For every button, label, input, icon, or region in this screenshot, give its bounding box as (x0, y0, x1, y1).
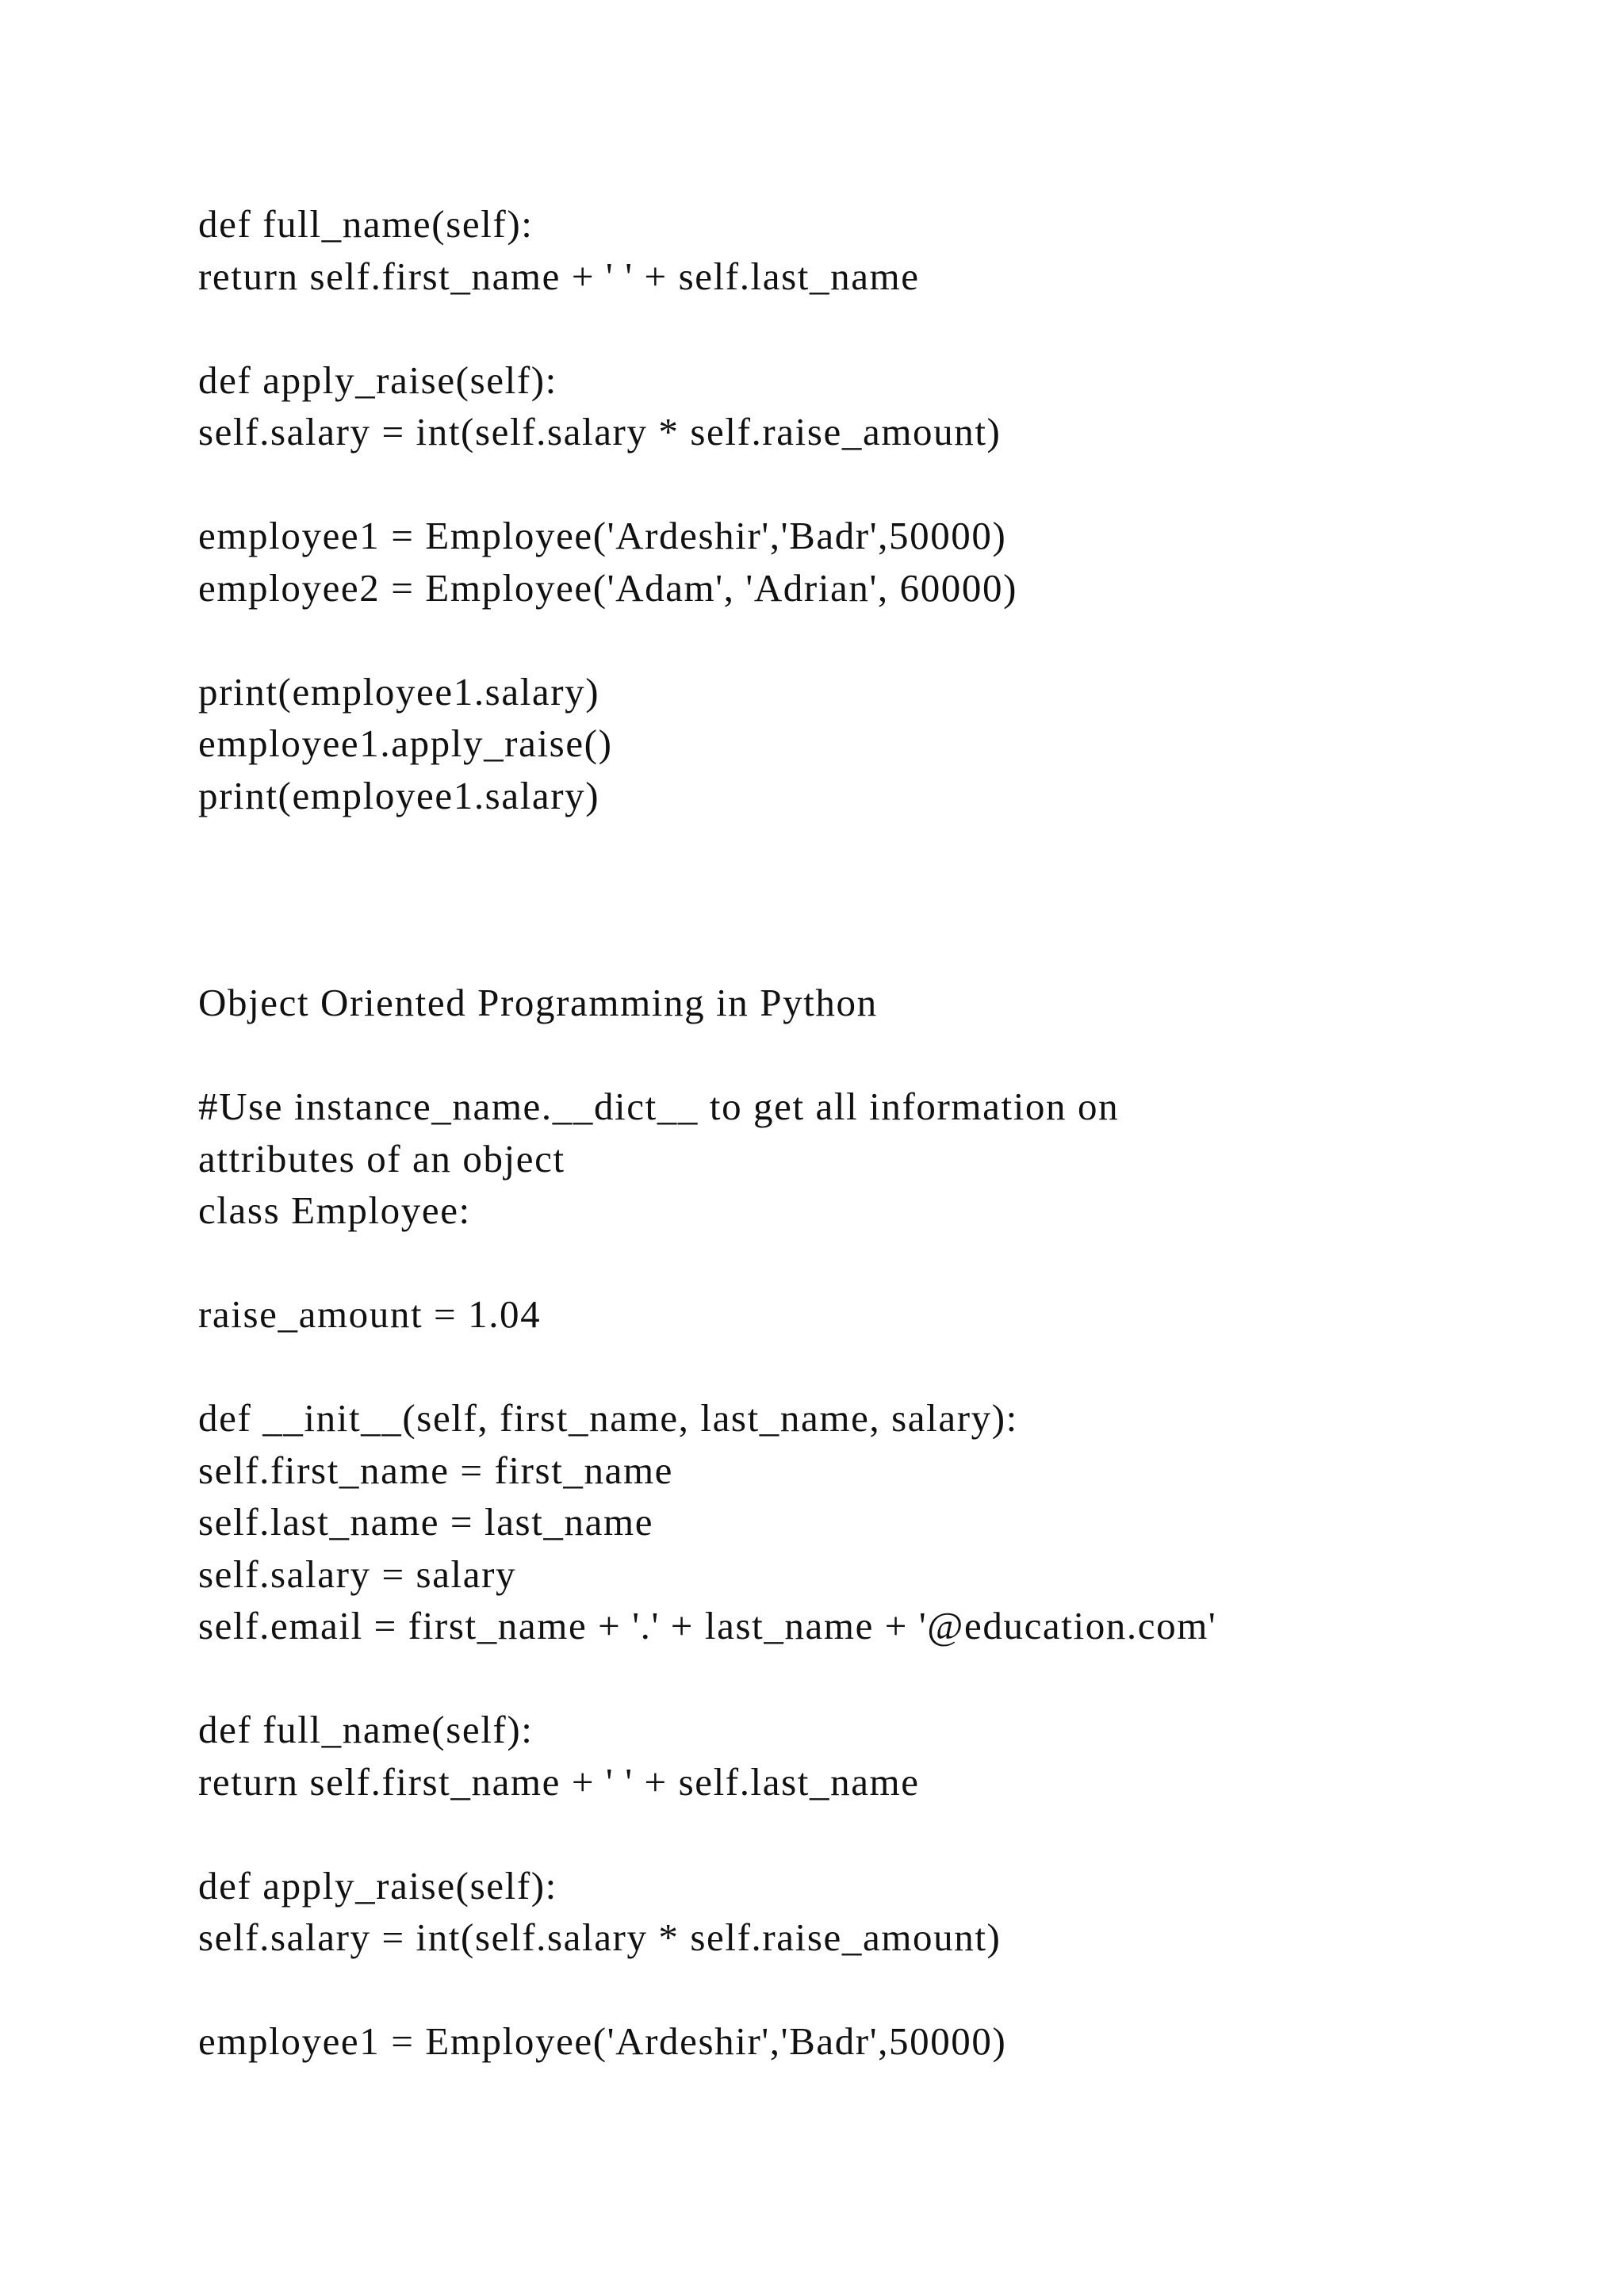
code-line-print-salary: print(employee1.salary) (198, 773, 600, 817)
blank-line (198, 1237, 1467, 1289)
code-line-return-full-name: return self.first_name + ' ' + self.last_name (198, 1759, 920, 1804)
blank-line (198, 458, 1467, 511)
code-line-set-salary: self.salary = int(self.salary * self.raise_amount) (198, 410, 1002, 453)
blank-line (198, 1652, 1467, 1705)
code-line-set-salary: self.salary = int(self.salary * self.raise_amount) (198, 1915, 1002, 1959)
comment-line: #Use instance_name.__dict__ to get all information on (198, 1085, 1120, 1128)
code-line-def-apply-raise: def apply_raise(self): (198, 358, 557, 402)
code-line-employee1: employee1 = Employee('Ardeshir','Badr',50000) (198, 514, 1007, 557)
section-gap (198, 821, 1467, 977)
code-line-raise-amount: raise_amount = 1.04 (198, 1292, 542, 1336)
blank-line (198, 1808, 1467, 1860)
code-line-print-salary: print(employee1.salary) (198, 669, 600, 714)
code-line-def-full-name: def full_name(self): (198, 1708, 534, 1751)
code-line-apply-raise-call: employee1.apply_raise() (198, 721, 613, 765)
blank-line (198, 1029, 1467, 1081)
blank-line (198, 1964, 1467, 2016)
code-line-set-last-name: self.last_name = last_name (198, 1500, 654, 1544)
section-title: Object Oriented Programming in Python (198, 981, 878, 1024)
comment-line-continued: attributes of an object (198, 1136, 565, 1181)
blank-line (198, 614, 1467, 666)
code-line-employee1: employee1 = Employee('Ardeshir','Badr',50000) (198, 2019, 1007, 2063)
code-line-class-def: class Employee: (198, 1188, 471, 1232)
code-line-def-full-name: def full_name(self): (198, 202, 534, 246)
code-line-def-init: def __init__(self, first_name, last_name, salary): (198, 1396, 1018, 1440)
code-line-return-full-name: return self.first_name + ' ' + self.last_name (198, 254, 920, 298)
blank-line (198, 302, 1467, 354)
code-line-employee2: employee2 = Employee('Adam', 'Adrian', 60000) (198, 565, 1018, 610)
document-body (198, 198, 1467, 2068)
blank-line (198, 1341, 1467, 1393)
code-line-set-first-name: self.first_name = first_name (198, 1448, 674, 1492)
code-line-set-email: self.email = first_name + '.' + last_name + '@education.com' (198, 1604, 1217, 1647)
code-line-def-apply-raise: def apply_raise(self): (198, 1863, 557, 1908)
code-line-set-salary-init: self.salary = salary (198, 1552, 517, 1596)
